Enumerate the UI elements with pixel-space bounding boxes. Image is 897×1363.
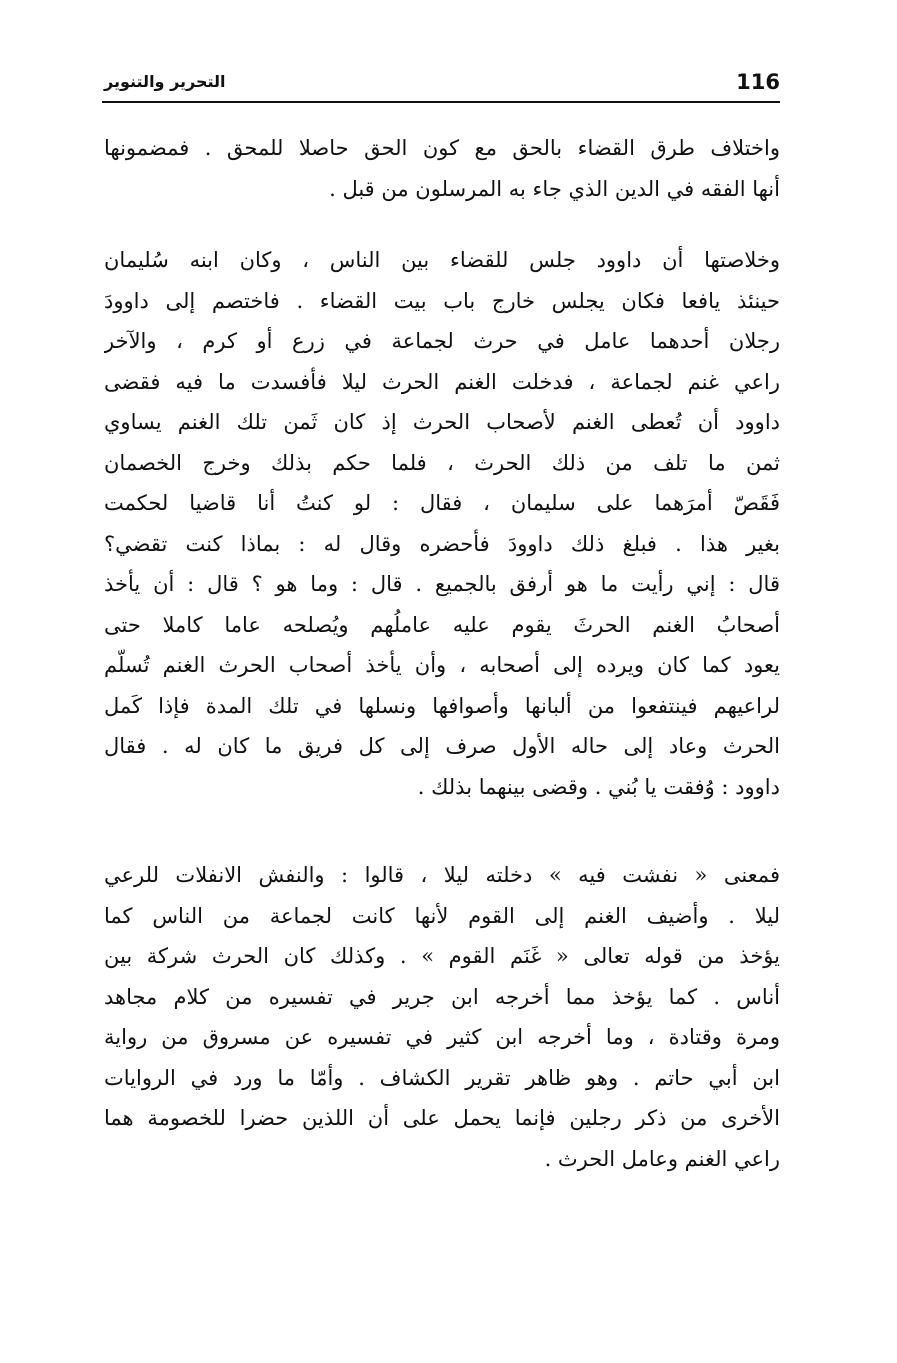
text-line: حينئذ يافعا فكان يجلس خارج باب بيت القضاء . فاختصم إلى داوودَ bbox=[104, 288, 780, 313]
page-header bbox=[102, 66, 780, 104]
text-line: فمعنى « نفشت فيه » دخلته ليلا ، قالوا : والنفش الانفلات للرعي bbox=[104, 863, 780, 887]
text-line: ومرة وقتادة ، وما أخرجه ابن كثير في تفسيره عن مسروق من رواية bbox=[104, 1025, 780, 1049]
text-line: راعي الغنم وعامل الحرث . bbox=[544, 1146, 780, 1171]
text-line: داوود أن تُعطى الغنم لأصحاب الحرث إذ كان ثَمن تلك الغنم يساوي bbox=[104, 410, 780, 434]
text-line: ليلا . وأضيف الغنم إلى القوم لأنها كانت لجماعة من الناس كما bbox=[104, 903, 780, 928]
text-line: الأخرى من ذكر رجلين فإنما يحمل على أن اللذين حضرا للخصومة هما bbox=[104, 1106, 780, 1130]
text-line: ثمن ما تلف من ذلك الحرث ، فلما حكم بذلك وخرج الخصمان bbox=[104, 450, 780, 475]
text-line: يؤخذ من قوله تعالى « غَنَم القوم » . وكذلك كان الحرث شركة بين bbox=[104, 944, 780, 968]
text-line: راعي غنم لجماعة ، فدخلت الغنم الحرث ليلا فأفسدت ما فيه فقضى bbox=[104, 369, 780, 394]
text-line: أصحابُ الغنم الحرثَ يقوم عليه عاملُهم ويُصلحه عاما كاملا حتى bbox=[104, 612, 780, 637]
page-number: 116 bbox=[736, 70, 780, 94]
text-line: واختلاف طرق القضاء بالحق مع كون الحق حاصلا للمحق . فمضمونها bbox=[104, 136, 780, 160]
text-line: قال : إني رأيت ما هو أرفق بالجميع . قال : وما هو ؟ قال : أن يأخذ bbox=[104, 572, 780, 596]
text-line: داوود : وُفقت يا بُني . وقضى بينهما بذلك . bbox=[417, 774, 780, 799]
text-line: رجلان أحدهما عامل في حرث لجماعة في زرع أو كرم ، والآخر bbox=[104, 329, 780, 353]
text-line: أناس . كما يؤخذ مما أخرجه ابن جرير في تفسيره من كلام مجاهد bbox=[104, 984, 780, 1009]
text-line: ابن أبي حاتم . وهو ظاهر تقرير الكشاف . وأمّا ما ورد في الروايات bbox=[104, 1065, 780, 1090]
text-line: وخلاصتها أن داوود جلس للقضاء بين الناس ، وكان ابنه سُليمان bbox=[104, 248, 780, 272]
paragraph-1 bbox=[104, 128, 780, 209]
text-line: أنها الفقه في الدين الذي جاء به المرسلون من قبل . bbox=[329, 176, 780, 201]
header-divider bbox=[102, 101, 780, 103]
running-title: التحرير والتنوير bbox=[104, 72, 226, 91]
text-line: الحرث وعاد إلى حاله الأول صرف إلى كل فريق ما كان له . فقال bbox=[104, 734, 780, 758]
text-line: بغير هذا . فبلغ ذلك داوودَ فأحضره وقال له : بماذا كنت تقضي؟ bbox=[104, 531, 780, 556]
paragraph-3 bbox=[104, 855, 780, 1179]
text-line: يعود كما كان ويرده إلى أصحابه ، وأن يأخذ أصحاب الحرث الغنم تُسلّم bbox=[104, 653, 780, 677]
text-line: لراعيهم فينتفعوا من ألبانها وأصوافها ونسلها في تلك المدة فإذا كَمل bbox=[104, 693, 780, 718]
paragraph-2 bbox=[104, 240, 780, 807]
text-line: فَقَصّ أمرَهما على سليمان ، فقال : لو كنتُ أنا قاضيا لحكمت bbox=[104, 491, 780, 515]
